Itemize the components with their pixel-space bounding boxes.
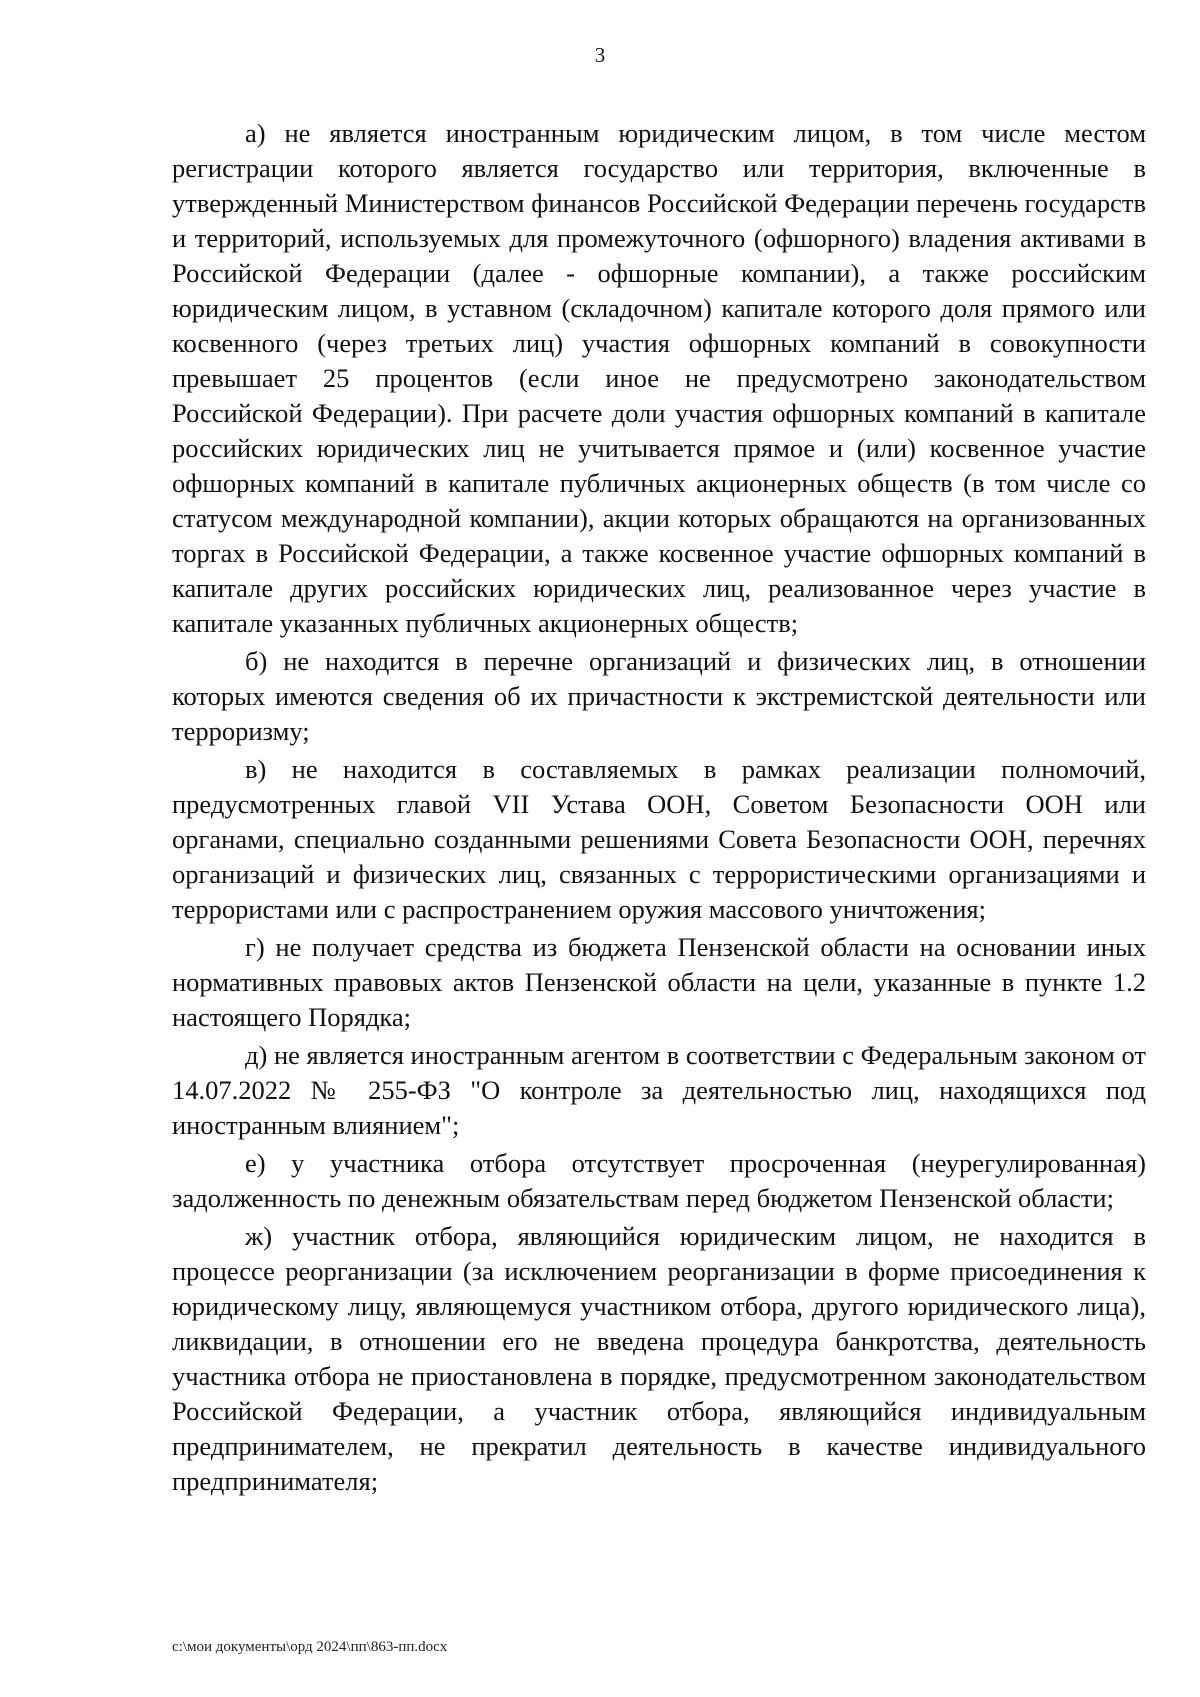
document-body <box>172 116 1146 1502</box>
paragraph-e: е) у участника отбора отсутствует просроченная (неурегулированная) задолженность по денежным обязательствам перед бюджетом Пензенской области; <box>172 1148 1146 1213</box>
paragraph-a: а) не является иностранным юридическим лицом, в том числе местом регистрации которого является государство или территория, включенные в утвержденный Министерством финансов Российской Федерации перечень государств и территорий, используемых для промежуточного (офшорного) владения активами в Российской Федерации (далее - офшорные компании), а также российским юридическим лицом, в уставном (складочном) капитале которого доля прямого или косвенного (через третьих лиц) участия офшорных компаний в совокупности превышает 25 процентов (если иное не предусмотрено законодательством Российской Федерации). При расчете доли участия офшорных компаний в капитале российских юридических лиц не учитывается прямое и (или) косвенное участие офшорных компаний в капитале публичных акционерных обществ (в том числе со статусом международной компании), акции которых обращаются на организованных торгах в Российской Федерации, а также косвенное участие офшорных компаний в капитале других российских юридических лиц, реализованное через участие в капитале указанных публичных акционерных обществ; <box>172 118 1146 638</box>
page-number: 3 <box>594 43 606 67</box>
footer-file-path: c:\мои документы\орд 2024\пп\863-пп.docx <box>172 1639 448 1655</box>
paragraph-g: г) не получает средства из бюджета Пензенской области на основании иных нормативных правовых актов Пензенской области на цели, указанные в пункте 1.2 настоящего Порядка; <box>172 932 1146 1032</box>
paragraph-v: в) не находится в составляемых в рамках реализации полномочий, предусмотренных главой VII Устава ООН, Советом Безопасности ООН или органами, специально созданными решениями Совета Безопасности ООН, перечнях организаций и физических лиц, связанных с террористическими организациями и террористами или с распространением оружия массового уничтожения; <box>172 754 1146 924</box>
paragraph-b: б) не находится в перечне организаций и физических лиц, в отношении которых имеются сведения об их причастности к экстремистской деятельности или терроризму; <box>172 646 1146 746</box>
paragraph-zh: ж) участник отбора, являющийся юридическим лицом, не находится в процессе реорганизации (за исключением реорганизации в форме присоединения к юридическому лицу, являющемуся участником отбора, другого юридического лица), ликвидации, в отношении его не введена процедура банкротства, деятельность участника отбора не приостановлена в порядке, предусмотренном законодательством Российской Федерации, а участник отбора, являющийся индивидуальным предпринимателем, не прекратил деятельность в качестве индивидуального предпринимателя; <box>172 1221 1146 1496</box>
paragraph-d: д) не является иностранным агентом в соответствии с Федеральным законом от 14.07.2022 № 255-ФЗ "О контроле за деятельностью лиц, находящихся под иностранным влиянием"; <box>172 1040 1146 1140</box>
